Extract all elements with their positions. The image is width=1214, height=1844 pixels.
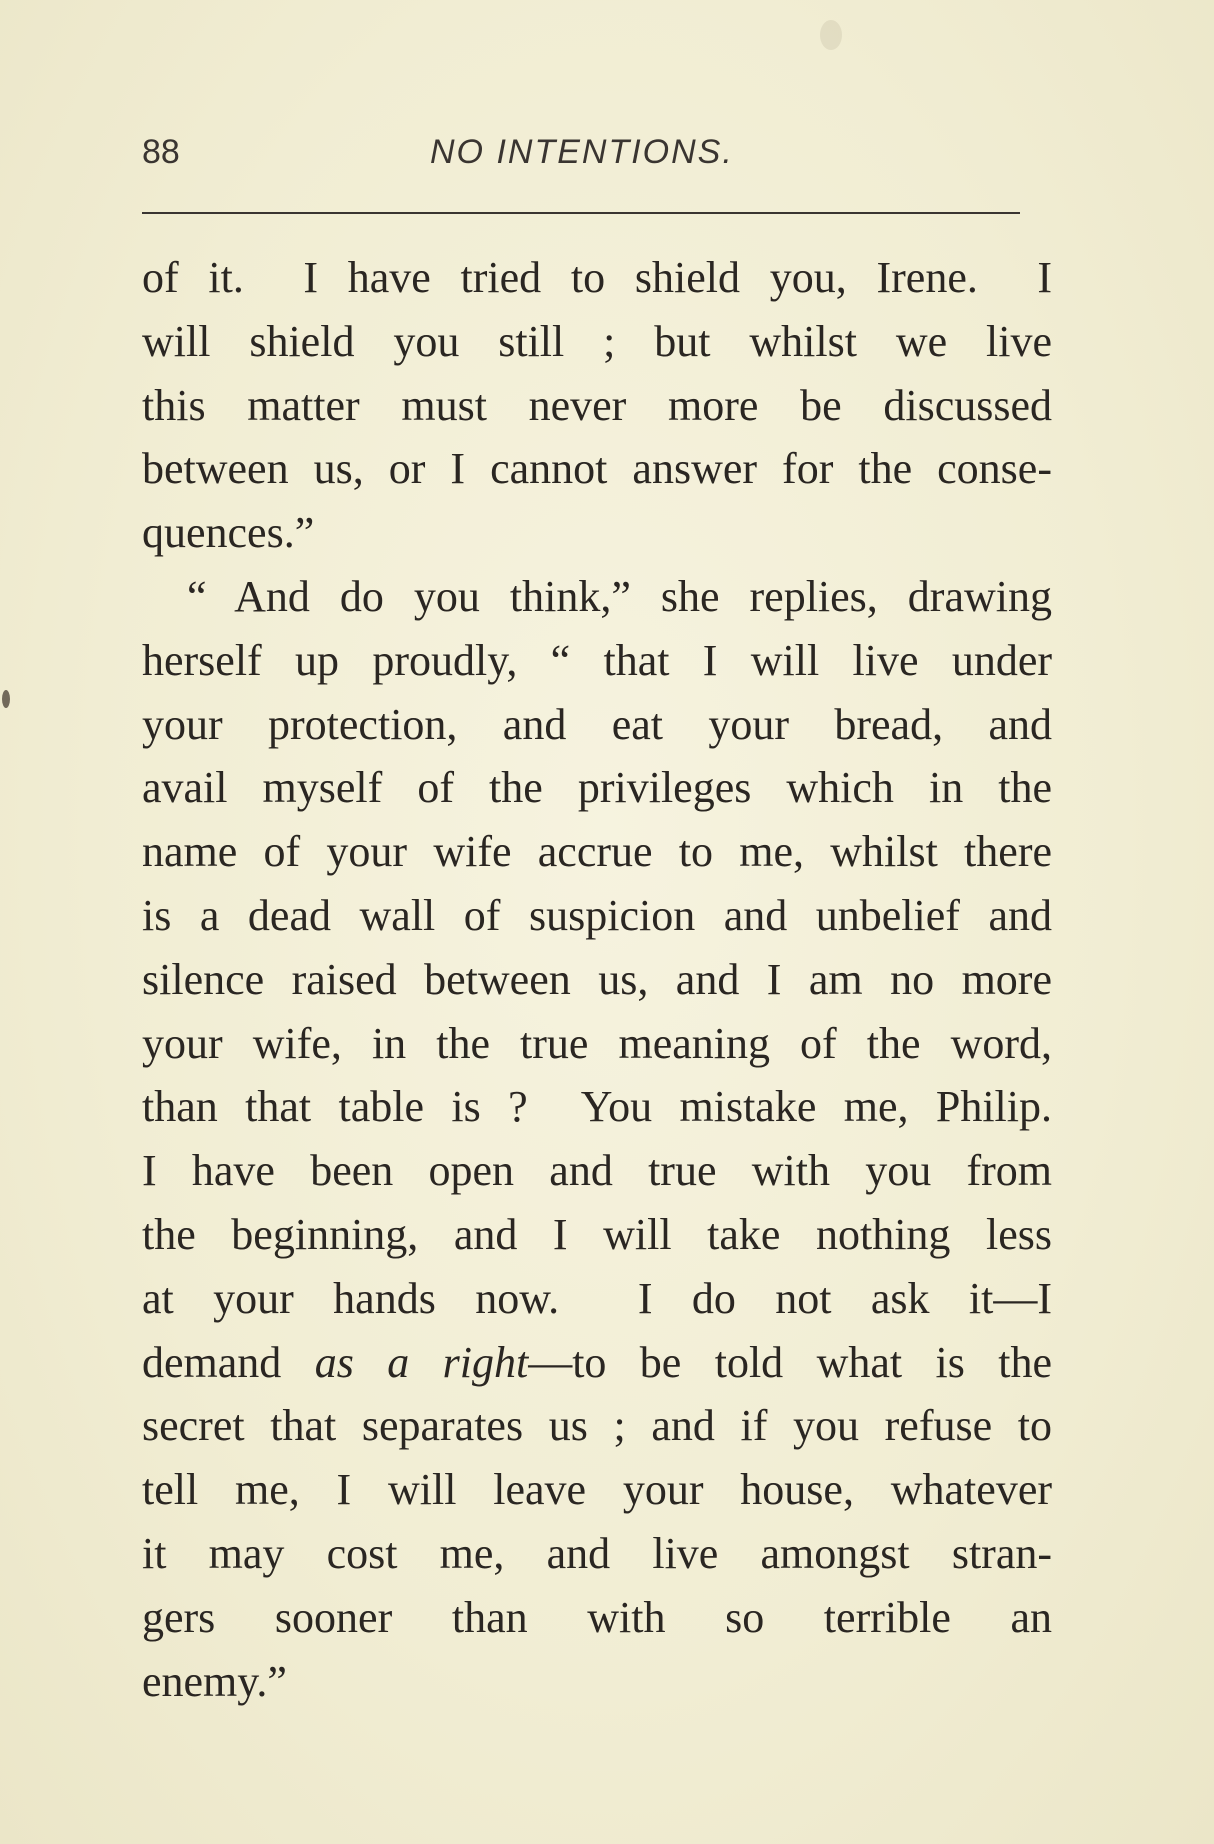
text-line: your wife, in the true meaning of the word, xyxy=(142,1018,1052,1068)
text-line: I have been open and true with you from xyxy=(142,1146,1052,1196)
text-line: tell me, I will leave your house, whatever xyxy=(142,1465,1052,1515)
text-line: silence raised between us, and I am no more xyxy=(142,954,1052,1004)
text-line: name of your wife accrue to me, whilst there xyxy=(142,827,1052,877)
text-line: “ And do you think,” she replies, drawing xyxy=(187,571,1052,621)
text-line: herself up proudly, “ that I will live under xyxy=(142,635,1052,685)
page-number: 88 xyxy=(142,133,180,171)
text-line: avail myself of the privileges which in the xyxy=(142,763,1052,813)
text-line: of it. I have tried to shield you, Irene. I xyxy=(142,253,1052,302)
text-line: secret that separates us ; and if you refuse to xyxy=(142,1401,1052,1451)
text-line: is a dead wall of suspicion and unbelief and xyxy=(142,890,1052,940)
paper-stain xyxy=(820,20,842,50)
paper-stain xyxy=(2,690,10,708)
running-head xyxy=(0,133,1214,183)
text-line-mixed xyxy=(142,1331,1052,1395)
header-rule xyxy=(142,212,1020,214)
text-line: the beginning, and I will take nothing less xyxy=(142,1209,1052,1259)
body-text xyxy=(142,246,1052,1713)
text-line: your protection, and eat your bread, and xyxy=(142,699,1052,749)
text-line: enemy.” xyxy=(142,1656,287,1706)
text-line: between us, or I cannot answer for the conse- xyxy=(142,444,1052,494)
emphasis: as a right xyxy=(314,1337,529,1387)
text-line: this matter must never more be discussed xyxy=(142,380,1052,430)
text-line: quences.” xyxy=(142,508,315,558)
text-line: it may cost me, and live amongst stran- xyxy=(142,1528,1052,1578)
running-title: NO INTENTIONS. xyxy=(430,133,734,171)
text-line: will shield you still ; but whilst we live xyxy=(142,316,1052,366)
text-run: demand xyxy=(142,1337,282,1387)
text-line: gers sooner than with so terrible an xyxy=(142,1592,1052,1642)
text-line: than that table is ? You mistake me, Philip. xyxy=(142,1082,1052,1132)
text-run: —to be told what is the xyxy=(528,1337,1052,1387)
text-line: at your hands now. I do not ask it—I xyxy=(142,1273,1052,1323)
